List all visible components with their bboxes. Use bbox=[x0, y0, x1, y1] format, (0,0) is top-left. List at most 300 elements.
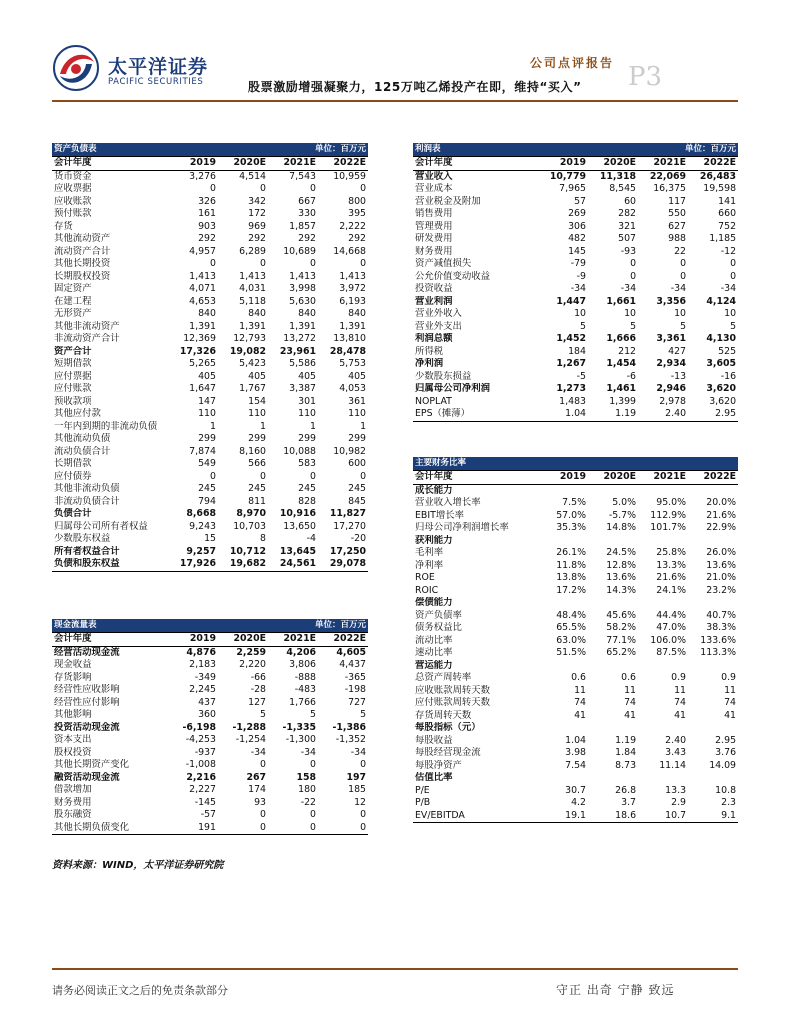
table-cell: 30.7 bbox=[565, 784, 586, 796]
table-cell: 292 bbox=[348, 233, 367, 244]
table-cell: 3.98 bbox=[565, 747, 586, 758]
table-cell: -34 bbox=[720, 283, 737, 294]
table-cell: 161 bbox=[198, 208, 216, 219]
table-cell: 361 bbox=[348, 395, 367, 407]
table-cell: 1,766 bbox=[289, 696, 317, 708]
report-headline: 股票激励增强凝聚力，125万吨乙烯投产在即，维持“买入” bbox=[248, 80, 582, 94]
table-cell: 2.95 bbox=[715, 734, 737, 746]
table-cell: 8.73 bbox=[615, 759, 637, 771]
table-cell: 13,650 bbox=[283, 520, 317, 532]
row-label: 长期借款 bbox=[54, 458, 92, 469]
table-row bbox=[52, 734, 368, 747]
table-cell: -1,288 bbox=[232, 721, 267, 733]
table-row bbox=[52, 772, 368, 785]
table-cell: 840 bbox=[248, 308, 267, 319]
table-cell: 4,653 bbox=[189, 295, 216, 307]
table-row bbox=[52, 396, 368, 409]
table-cell: 0 bbox=[680, 258, 687, 269]
table-cell: 12,369 bbox=[183, 333, 216, 344]
table-cell: 13.3 bbox=[665, 784, 687, 796]
table-cell: 5,265 bbox=[189, 358, 216, 369]
table-cell: 840 bbox=[198, 308, 216, 319]
table-cell: 7,965 bbox=[559, 183, 586, 194]
table-cell: 292 bbox=[198, 233, 216, 244]
table-cell: 5 bbox=[680, 320, 687, 332]
table-cell: 3,620 bbox=[709, 395, 737, 407]
table-cell: 19,082 bbox=[229, 345, 267, 357]
table-cell: -22 bbox=[300, 796, 317, 808]
row-label: ROIC bbox=[415, 584, 439, 596]
table-cell: 145 bbox=[568, 245, 586, 257]
table-title-bar bbox=[52, 619, 368, 633]
table-cell: 24,561 bbox=[268, 558, 318, 571]
table-cell: 26,483 bbox=[699, 170, 737, 182]
row-label: P/B bbox=[415, 797, 431, 808]
table-row bbox=[413, 622, 738, 635]
table-cell: 95.0% bbox=[656, 497, 687, 508]
table-cell: 10,088 bbox=[283, 445, 317, 457]
table-cell: -483 bbox=[294, 684, 317, 695]
section-header-row bbox=[413, 722, 738, 735]
table-cell: 800 bbox=[348, 195, 367, 207]
table-cell: 4,437 bbox=[339, 659, 367, 670]
table-row bbox=[413, 810, 738, 823]
table-cell bbox=[588, 722, 638, 735]
table-cell: 23.2% bbox=[706, 584, 737, 596]
table-cell: 5 bbox=[260, 709, 267, 720]
table-cell: 57.0% bbox=[556, 509, 586, 521]
table-cell: 3,605 bbox=[706, 358, 737, 369]
table-cell: 267 bbox=[246, 771, 267, 783]
table-cell: 1,267 bbox=[556, 358, 586, 369]
table-cell: 10,779 bbox=[549, 170, 586, 182]
table-cell bbox=[588, 484, 638, 497]
table-cell: 0 bbox=[260, 258, 267, 269]
page-number: P3 bbox=[628, 62, 663, 92]
table-cell: 5,630 bbox=[289, 295, 317, 307]
row-label: 非流动资产合计 bbox=[54, 333, 120, 344]
column-header: 会计年度 bbox=[413, 471, 538, 485]
table-row bbox=[413, 685, 738, 698]
table-cell: 840 bbox=[348, 308, 367, 319]
table-cell: 10,712 bbox=[229, 545, 267, 557]
table-cell: 74 bbox=[574, 697, 586, 708]
table-cell: -4 bbox=[306, 533, 317, 544]
row-label: 其他流动负债 bbox=[54, 433, 111, 444]
table-cell: 7,874 bbox=[189, 445, 216, 457]
row-label: 其他长期资产变化 bbox=[54, 759, 130, 770]
row-label: 投资收益 bbox=[415, 283, 453, 294]
table-cell: 16,375 bbox=[653, 183, 687, 194]
table-cell: 23,961 bbox=[279, 345, 317, 357]
row-label: 毛利率 bbox=[415, 547, 444, 558]
table-row bbox=[52, 784, 368, 797]
row-label: 净利润 bbox=[415, 358, 444, 369]
table-cell: 0.9 bbox=[721, 672, 737, 683]
table-cell: 299 bbox=[348, 433, 367, 444]
table-row bbox=[52, 321, 368, 334]
row-label: 其他长期投资 bbox=[54, 258, 111, 269]
table-cell: 2,183 bbox=[189, 659, 216, 670]
row-label: 净利率 bbox=[415, 559, 444, 571]
table-cell: 1,391 bbox=[289, 320, 317, 332]
table-cell: 19,682 bbox=[218, 558, 268, 571]
column-header: 2019 bbox=[538, 157, 588, 171]
table-row bbox=[52, 521, 368, 534]
table-cell: 627 bbox=[668, 220, 687, 232]
table-cell: 0 bbox=[360, 470, 367, 482]
table-cell: -20 bbox=[350, 533, 367, 544]
table-cell: 5 bbox=[360, 709, 367, 720]
table-row bbox=[413, 760, 738, 773]
table-cell: 12.8% bbox=[606, 559, 637, 571]
table-cell: 3,998 bbox=[289, 283, 317, 294]
table-row bbox=[413, 321, 738, 334]
section-header-row bbox=[413, 772, 738, 785]
table-cell: 5 bbox=[630, 320, 637, 332]
row-label: 股东融资 bbox=[54, 809, 92, 820]
table-cell: 47.0% bbox=[656, 622, 687, 633]
table-cell bbox=[538, 660, 588, 673]
table-cell: -12 bbox=[720, 245, 737, 257]
table-cell: 0 bbox=[210, 258, 216, 269]
row-label: 营业收入增长率 bbox=[415, 497, 481, 508]
table-cell: 14.8% bbox=[606, 522, 637, 533]
table-cell bbox=[638, 597, 688, 610]
table-cell: 0 bbox=[310, 809, 317, 820]
table-title: 资产负债表 bbox=[52, 143, 268, 157]
row-label: 应付账款 bbox=[54, 383, 92, 394]
company-name-cn: 太平洋证券 bbox=[108, 56, 209, 78]
table-cell: 3,356 bbox=[656, 295, 687, 307]
table-cell: 13.3% bbox=[656, 559, 687, 571]
table-cell: -5 bbox=[576, 370, 586, 382]
table-cell bbox=[688, 484, 738, 497]
table-cell: 11.8% bbox=[556, 559, 586, 571]
row-label: 应收票据 bbox=[54, 183, 92, 194]
row-label: 偿债能力 bbox=[415, 597, 453, 608]
table-cell bbox=[538, 772, 588, 785]
table-cell: 752 bbox=[718, 220, 737, 232]
table-row bbox=[52, 258, 368, 271]
table-cell: 5,423 bbox=[239, 358, 267, 369]
row-label: P/E bbox=[415, 784, 430, 796]
table-cell: 2,220 bbox=[239, 659, 267, 670]
table-row bbox=[52, 358, 368, 371]
table-cell: -1,352 bbox=[335, 734, 367, 745]
table-cell bbox=[688, 597, 738, 610]
table-cell: 9,257 bbox=[186, 545, 216, 557]
table-cell: 2.3 bbox=[721, 797, 737, 808]
table-cell: 507 bbox=[618, 233, 637, 244]
table-cell: -145 bbox=[194, 796, 216, 808]
table-cell: 3,972 bbox=[339, 283, 367, 294]
table-title-bar bbox=[52, 143, 368, 157]
table-cell: 1.04 bbox=[565, 734, 586, 746]
row-label: 流动资产合计 bbox=[54, 245, 111, 257]
row-label: 财务费用 bbox=[415, 245, 453, 257]
table-cell: 0 bbox=[310, 183, 317, 194]
table-cell: 1,461 bbox=[606, 383, 637, 394]
table-cell: 29,078 bbox=[318, 558, 368, 571]
table-row bbox=[413, 221, 738, 234]
table-cell: 9,243 bbox=[189, 520, 216, 532]
table-cell: 395 bbox=[348, 208, 367, 219]
table-cell: -34 bbox=[300, 746, 317, 758]
row-label: 资本支出 bbox=[54, 734, 92, 745]
table-cell: 113.3% bbox=[700, 647, 737, 658]
table-cell: 282 bbox=[618, 208, 637, 219]
table-cell: 828 bbox=[298, 495, 317, 507]
table-cell bbox=[638, 535, 688, 548]
table-cell: 1,447 bbox=[556, 295, 586, 307]
table-cell: -888 bbox=[294, 671, 317, 683]
table-cell bbox=[538, 597, 588, 610]
table-cell: 0 bbox=[310, 258, 317, 269]
table-cell: 110 bbox=[348, 408, 367, 419]
table-cell: 1,454 bbox=[606, 358, 637, 369]
table-cell: 2,934 bbox=[656, 358, 687, 369]
table-row bbox=[52, 271, 368, 284]
row-label: 其他长期负债变化 bbox=[52, 822, 168, 835]
table-row bbox=[413, 735, 738, 748]
row-label: 无形资产 bbox=[54, 308, 92, 319]
table-row bbox=[52, 383, 368, 396]
table-cell bbox=[688, 535, 738, 548]
table-cell: 15 bbox=[204, 533, 216, 544]
row-label: 存货周转天数 bbox=[415, 709, 472, 721]
table-cell: 11.14 bbox=[659, 759, 687, 771]
table-cell: -57 bbox=[200, 809, 216, 820]
row-label: 应收账款 bbox=[54, 195, 92, 207]
table-cell: 60 bbox=[624, 195, 637, 207]
table-cell: 969 bbox=[248, 220, 267, 232]
table-cell: 5.0% bbox=[612, 497, 637, 508]
table-cell: 1.84 bbox=[615, 747, 637, 758]
table-row bbox=[413, 785, 738, 798]
table-cell: 8,970 bbox=[236, 508, 267, 519]
table-cell: 1 bbox=[360, 420, 367, 432]
table-cell: 0.6 bbox=[621, 672, 637, 683]
table-cell: -66 bbox=[250, 671, 267, 683]
table-cell: 11 bbox=[574, 684, 586, 696]
table-cell: 482 bbox=[568, 233, 586, 244]
row-label: 在建工程 bbox=[54, 295, 92, 307]
table-cell: 4,031 bbox=[239, 283, 267, 294]
table-row bbox=[52, 508, 368, 521]
table-cell: 330 bbox=[298, 208, 317, 219]
table-cell: 4,053 bbox=[339, 383, 367, 394]
table-cell: 245 bbox=[248, 483, 267, 494]
table-cell: 0 bbox=[210, 470, 216, 482]
table-cell: 17,250 bbox=[329, 545, 367, 557]
table-cell: 0 bbox=[260, 809, 267, 820]
row-label: 归属母公司净利润 bbox=[415, 383, 491, 394]
table-row bbox=[52, 196, 368, 209]
row-label: 应付票据 bbox=[54, 370, 92, 382]
table-row bbox=[413, 196, 738, 209]
table-cell: 292 bbox=[248, 233, 267, 244]
table-cell: 3.7 bbox=[621, 797, 637, 808]
table-cell: 427 bbox=[668, 345, 687, 357]
table-cell: -6,198 bbox=[182, 721, 216, 733]
table-header-row bbox=[413, 471, 738, 485]
column-header: 2019 bbox=[168, 633, 218, 647]
table-cell: 794 bbox=[198, 495, 216, 507]
table-cell: 17,270 bbox=[333, 520, 367, 532]
table-cell: 0 bbox=[360, 759, 367, 770]
table-row bbox=[413, 672, 738, 685]
table-cell: 1 bbox=[310, 420, 317, 432]
table-row bbox=[52, 533, 368, 546]
table-cell: 22,069 bbox=[649, 170, 687, 182]
table-cell: 11,827 bbox=[329, 508, 367, 519]
row-label: 销售费用 bbox=[415, 208, 453, 219]
table-cell: 7.5% bbox=[562, 497, 586, 508]
table-cell: 14.3% bbox=[606, 584, 637, 596]
row-label: 成长能力 bbox=[415, 484, 453, 496]
table-cell: 550 bbox=[668, 208, 687, 219]
header-divider bbox=[52, 100, 738, 102]
table-cell: 13.8% bbox=[556, 572, 586, 583]
column-header: 2022E bbox=[318, 633, 368, 647]
column-header: 会计年度 bbox=[52, 633, 168, 647]
table-cell: 1,661 bbox=[606, 295, 637, 307]
table-cell: 58.2% bbox=[606, 622, 637, 633]
table-row bbox=[413, 710, 738, 723]
row-label: 估值比率 bbox=[415, 772, 453, 783]
table-cell: 2.9 bbox=[671, 797, 687, 808]
table-cell: 0.9 bbox=[671, 672, 687, 683]
table-cell: 0 bbox=[318, 822, 368, 835]
table-cell: 5 bbox=[580, 320, 586, 332]
row-label: 短期借款 bbox=[54, 358, 92, 369]
table-row bbox=[413, 510, 738, 523]
table-cell bbox=[588, 772, 638, 785]
table-cell: 306 bbox=[568, 220, 586, 232]
row-label: 流动负债合计 bbox=[54, 445, 111, 457]
row-label: 应收账款周转天数 bbox=[415, 684, 491, 696]
table-cell: -79 bbox=[570, 258, 586, 269]
table-cell: 5,586 bbox=[289, 358, 317, 369]
table-row bbox=[413, 208, 738, 221]
table-cell: 10,689 bbox=[283, 245, 317, 257]
table-cell: 3,620 bbox=[706, 383, 737, 394]
table-cell: 1,857 bbox=[289, 220, 317, 232]
table-cell: 1.19 bbox=[588, 408, 638, 421]
data-source-note: 资料来源：WIND，太平洋证券研究院 bbox=[52, 860, 224, 871]
table-row bbox=[52, 296, 368, 309]
table-cell: 1,413 bbox=[239, 270, 267, 282]
table-row bbox=[52, 371, 368, 384]
table-cell: -365 bbox=[344, 671, 367, 683]
table-row bbox=[413, 183, 738, 196]
table-cell: 26.0% bbox=[706, 547, 737, 558]
table-row bbox=[52, 433, 368, 446]
table-cell: 321 bbox=[618, 220, 637, 232]
table-cell: 301 bbox=[298, 395, 317, 407]
table-cell: -349 bbox=[194, 671, 216, 683]
row-label: 所得税 bbox=[415, 345, 444, 357]
table-row bbox=[52, 246, 368, 259]
table-row bbox=[52, 697, 368, 710]
table-cell: 117 bbox=[668, 195, 687, 207]
row-label: 存货 bbox=[54, 220, 73, 232]
table-header-row bbox=[52, 157, 368, 171]
table-cell: 5,753 bbox=[339, 358, 367, 369]
row-label: 经营性应付影响 bbox=[54, 696, 120, 708]
table-cell: 2,216 bbox=[186, 771, 216, 783]
row-label: 每股收益 bbox=[415, 734, 453, 746]
table-cell: 17,326 bbox=[179, 345, 216, 357]
table-cell: 0 bbox=[730, 270, 737, 282]
table-cell: 2,222 bbox=[339, 220, 367, 232]
table-cell: 1 bbox=[210, 420, 216, 432]
row-label: 借款增加 bbox=[54, 784, 92, 795]
table-cell: 4.2 bbox=[571, 797, 586, 808]
table-cell: 1,273 bbox=[556, 383, 586, 394]
table-cell: 988 bbox=[668, 233, 687, 244]
table-cell: 5 bbox=[310, 709, 317, 720]
row-label: 营运能力 bbox=[415, 659, 453, 671]
table-cell: 22 bbox=[674, 245, 687, 257]
row-label: 非流动负债合计 bbox=[54, 495, 120, 507]
table-row bbox=[413, 610, 738, 623]
table-cell: 10 bbox=[724, 308, 737, 319]
column-header: 2019 bbox=[168, 157, 218, 171]
table-row bbox=[52, 822, 368, 835]
table-cell: 13,645 bbox=[279, 545, 317, 557]
row-label: 债务权益比 bbox=[415, 622, 462, 633]
table-cell: 0.6 bbox=[571, 672, 586, 683]
row-label: EBIT增长率 bbox=[415, 509, 464, 521]
column-header: 2021E bbox=[268, 633, 318, 647]
table-cell: 17,926 bbox=[168, 558, 218, 571]
table-cell: 10 bbox=[574, 308, 586, 319]
column-header: 2020E bbox=[218, 157, 268, 171]
column-header: 会计年度 bbox=[52, 157, 168, 171]
row-label: 现金收益 bbox=[54, 659, 92, 670]
table-row bbox=[52, 797, 368, 810]
table-cell: 0 bbox=[218, 822, 268, 835]
table-cell: 22.9% bbox=[706, 522, 737, 533]
table-row bbox=[52, 483, 368, 496]
table-cell: 11 bbox=[674, 684, 687, 696]
table-cell bbox=[588, 597, 638, 610]
table-cell: 1,391 bbox=[189, 320, 216, 332]
row-label: 营业外支出 bbox=[415, 320, 462, 332]
column-header: 2021E bbox=[638, 157, 688, 171]
table-cell: 40.7% bbox=[706, 609, 737, 621]
report-type: 公司点评报告 bbox=[530, 56, 615, 70]
table-cell bbox=[638, 660, 688, 673]
table-cell: 174 bbox=[248, 784, 267, 795]
table-row bbox=[52, 446, 368, 459]
table-cell bbox=[638, 772, 688, 785]
table-cell: -1,008 bbox=[185, 759, 216, 770]
table-cell: 727 bbox=[348, 696, 367, 708]
table-title: 主要财务比率 bbox=[413, 457, 638, 471]
table-cell: 24.1% bbox=[656, 584, 687, 596]
column-header: 2022E bbox=[688, 471, 738, 485]
column-header: 2020E bbox=[588, 471, 638, 485]
table-cell: 405 bbox=[298, 370, 317, 382]
row-label: 营业成本 bbox=[415, 183, 453, 194]
table-row bbox=[413, 560, 738, 573]
table-cell: 158 bbox=[296, 771, 317, 783]
table-title-bar bbox=[413, 143, 738, 157]
row-label: 营业税金及附加 bbox=[415, 195, 481, 207]
